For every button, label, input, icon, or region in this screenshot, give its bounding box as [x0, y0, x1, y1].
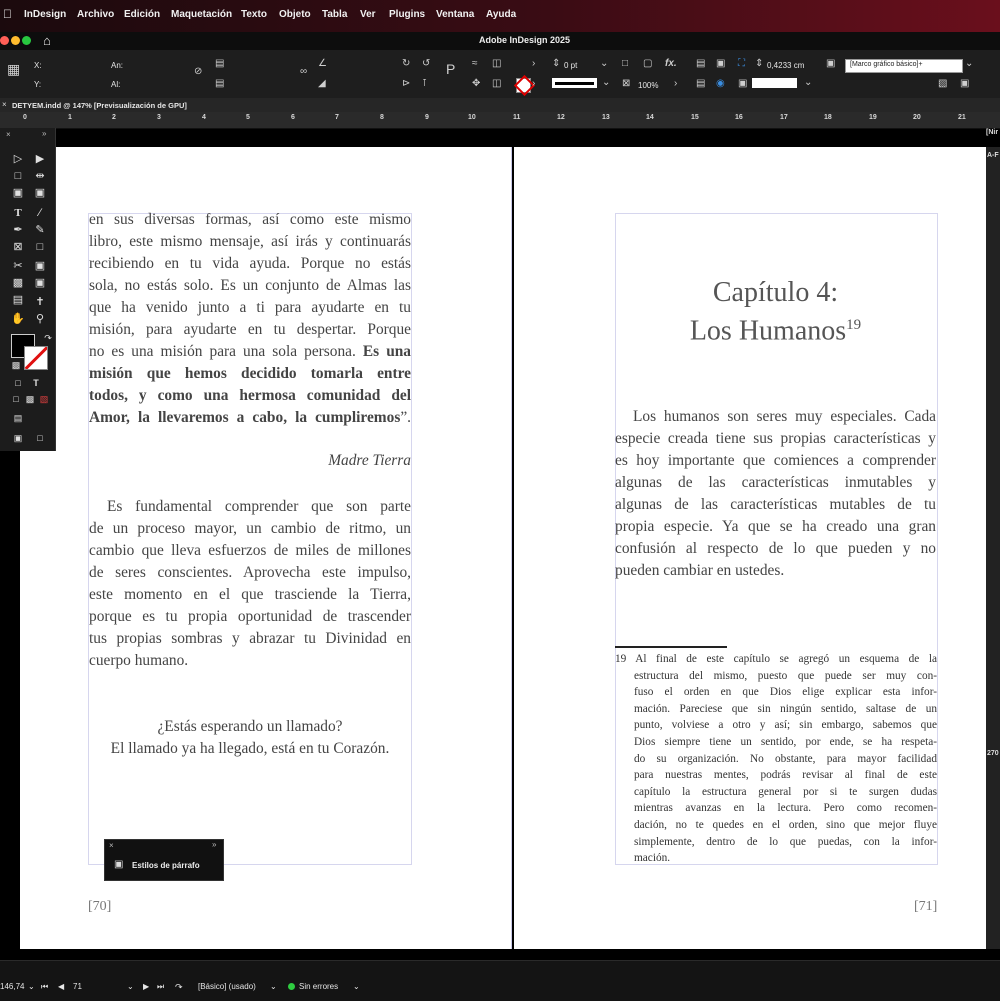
- text-line-bold: todos, y como una hermosa comunidad del: [89, 387, 411, 404]
- text-regular: no es una misión para una sola persona.: [89, 343, 363, 360]
- text-line: algunas de las características mutables de tu: [615, 496, 936, 513]
- close-panel-icon-2[interactable]: ×: [109, 841, 114, 850]
- menu-indesign[interactable]: InDesign: [24, 9, 67, 20]
- chapter-title-text: Los Humanos: [689, 315, 847, 347]
- chevron-right-icon-2[interactable]: ›: [532, 78, 536, 89]
- gradient-feather-tool-icon[interactable]: ▣: [34, 277, 46, 289]
- stroke-none-slash: [25, 346, 48, 370]
- left-paragraph-2[interactable]: [89, 496, 411, 672]
- frame-fitting-icon[interactable]: □: [622, 58, 629, 69]
- previous-page-icon[interactable]: ◀: [58, 982, 65, 991]
- scale-x-icon[interactable]: ▤: [215, 58, 225, 69]
- ruler-tick: 9: [425, 114, 429, 121]
- link-icon[interactable]: ∞: [300, 66, 308, 77]
- footnote-line: capítulo la estructura general por si te surgen dudas: [634, 785, 937, 798]
- master-page-value[interactable]: [Básico] (usado): [198, 982, 256, 991]
- height-label: Al:: [111, 80, 121, 89]
- preview-mode-icon[interactable]: □: [37, 433, 43, 443]
- rectangle-tool-icon[interactable]: □: [36, 241, 44, 253]
- status-bar: [0, 960, 1000, 1001]
- footnote-line: fuso el orden en que Dios elige explicar esta infor-: [634, 686, 937, 699]
- selection-tool-icon[interactable]: ▷: [13, 153, 23, 165]
- quick-apply-icon[interactable]: ▧: [938, 78, 948, 89]
- window-title-bar: [0, 32, 1000, 50]
- select-next-icon[interactable]: ◫: [492, 78, 502, 89]
- width-label: An:: [111, 61, 124, 70]
- opacity-icon[interactable]: ⊠: [622, 78, 631, 89]
- object-style-value: [Marco gráfico básico]+: [850, 61, 923, 68]
- text-bold: Es una: [362, 343, 412, 360]
- screen-mode-icon[interactable]: ▤: [13, 413, 23, 423]
- close-tab-icon[interactable]: ×: [2, 100, 7, 109]
- select-container-icon[interactable]: ≈: [472, 58, 478, 69]
- footnote-line: mientras avanzas en la lectura. Pero como recomen-: [634, 802, 937, 815]
- free-transform-tool-icon[interactable]: ▣: [34, 260, 46, 272]
- chevron-down-icon-4[interactable]: ⌄: [965, 58, 974, 69]
- chevron-down-icon-7[interactable]: ⌄: [270, 982, 277, 991]
- line-tool-icon[interactable]: ∕: [39, 207, 41, 219]
- centered-quote[interactable]: [89, 716, 411, 760]
- left-paragraph-1[interactable]: [89, 209, 411, 429]
- apply-none-icon[interactable]: ▧: [39, 394, 49, 404]
- chevron-down-icon-5[interactable]: ⌄: [28, 982, 35, 991]
- content-placer-icon[interactable]: ▣: [34, 187, 46, 199]
- shear-angle-icon[interactable]: ◢: [318, 78, 326, 89]
- rotate-ccw-icon[interactable]: ↺: [422, 58, 431, 69]
- content-collector-icon[interactable]: ▣: [12, 187, 24, 199]
- ruler-tick: 20: [913, 114, 921, 121]
- chevron-right-icon[interactable]: ›: [532, 58, 536, 69]
- default-colors-icon[interactable]: ▩: [11, 360, 21, 370]
- footnote-reference[interactable]: 19: [846, 317, 862, 333]
- window-title: Adobe InDesign 2025: [479, 35, 571, 45]
- expand-panel-icon[interactable]: »: [212, 840, 217, 849]
- stroke-type-preview: [555, 82, 594, 85]
- tools-panel: [0, 128, 56, 451]
- flip-vertical-icon[interactable]: ⊺: [422, 78, 428, 89]
- text-line: cuerpo humano.: [89, 652, 189, 669]
- ruler-tick: 16: [735, 114, 743, 121]
- text-line: confusión al respecto de lo que pueden y no: [615, 540, 936, 557]
- gradient-swatch-tool-icon[interactable]: ▩: [12, 277, 24, 289]
- menu-maquetacion[interactable]: Maquetación: [171, 9, 233, 20]
- text-line-bold: misión que hemos decidido tomarla entre: [89, 365, 411, 382]
- document-tab-title: DETYEM.indd @ 147% [Previsualización de GPU]: [12, 101, 187, 110]
- ruler-tick: 18: [824, 114, 832, 121]
- ruler-tick: 5: [246, 114, 250, 121]
- panel-menu-icon[interactable]: ▣: [960, 78, 970, 89]
- footnote-line: mación.: [634, 852, 671, 865]
- reference-point-icon[interactable]: ▦: [7, 61, 21, 77]
- formatting-text-icon[interactable]: T: [33, 378, 39, 388]
- ruler-tick: 21: [958, 114, 966, 121]
- chapter-title-line-2: [615, 309, 936, 347]
- right-paragraph-1[interactable]: [615, 406, 936, 582]
- text-line: de un proceso mayor, un cambio de ritmo, un: [89, 520, 411, 537]
- apply-gradient-icon[interactable]: ▩: [25, 394, 35, 404]
- wrap-around-icon[interactable]: ▣: [716, 58, 726, 69]
- text-line: cambio que lleva esfuerzos de miles de millones: [89, 542, 411, 559]
- apply-color-icon[interactable]: □: [13, 394, 19, 404]
- master-label-right: A-F: [987, 152, 999, 159]
- signature: Madre Tierra: [328, 452, 411, 469]
- next-page-icon[interactable]: ▶: [143, 982, 150, 991]
- ruler-tick: 6: [291, 114, 295, 121]
- y-label: Y:: [34, 80, 42, 89]
- text-bold: Amor, la llevaremos a cabo, la cumpliremos: [89, 409, 401, 426]
- control-panel: [0, 50, 1000, 99]
- chapter-title-line-1: Capítulo 4:: [712, 277, 839, 308]
- menu-archivo[interactable]: Archivo: [77, 9, 115, 20]
- ruler-tick: 15: [691, 114, 699, 121]
- ruler-tick: 8: [380, 114, 384, 121]
- object-style-dropdown[interactable]: [845, 59, 963, 73]
- text-line: libro, este mismo mensaje, así irás y continuarás: [89, 233, 411, 250]
- ruler-tick: 11: [513, 114, 521, 121]
- menu-texto[interactable]: Texto: [241, 9, 267, 20]
- stroke-weight-stepper-icon[interactable]: ⇕: [552, 58, 561, 69]
- zoom-value[interactable]: 146,74: [0, 982, 25, 991]
- close-window-button[interactable]: [0, 36, 9, 45]
- text-frame-icon[interactable]: P: [446, 61, 456, 77]
- chevron-down-icon-6[interactable]: ⌄: [127, 982, 134, 991]
- page-number-right: [71]: [914, 899, 938, 914]
- constrain-proportions-icon[interactable]: ⊘: [194, 66, 203, 77]
- menu-edicion[interactable]: Edición: [124, 9, 161, 20]
- close-panel-icon[interactable]: ×: [6, 130, 11, 139]
- text-line: El llamado ya ha llegado, está en tu Corazón.: [110, 740, 390, 757]
- direct-selection-tool-icon[interactable]: ▶: [35, 153, 45, 165]
- gutter-value[interactable]: 0,4233 cm: [767, 61, 805, 70]
- chevron-down-icon-8[interactable]: ⌄: [353, 982, 360, 991]
- corner-options-icon[interactable]: ▢: [643, 58, 653, 69]
- text-line: propia especie. Ya que se ha creado una gran: [615, 518, 936, 535]
- preflight-status-icon: [288, 983, 295, 990]
- paragraph-styles-panel[interactable]: [104, 839, 224, 881]
- opacity-value[interactable]: 100%: [638, 81, 659, 90]
- menu-plugins[interactable]: Plugins: [389, 9, 426, 20]
- ruler-tick: 4: [202, 114, 206, 121]
- hand-tool-icon[interactable]: ✋: [11, 313, 25, 325]
- stroke-preview-field[interactable]: [752, 78, 797, 88]
- first-page-icon[interactable]: ⏮: [41, 982, 49, 991]
- home-icon[interactable]: ⌂: [43, 33, 51, 48]
- rectangle-frame-tool-icon[interactable]: ⊠: [13, 241, 23, 253]
- ruler-tick: 13: [602, 114, 610, 121]
- select-content-icon[interactable]: ✥: [472, 78, 481, 89]
- master-icon: ↷: [175, 982, 183, 992]
- paragraph-styles-icon: ▣: [114, 859, 124, 870]
- minimize-window-button[interactable]: [11, 36, 20, 45]
- last-page-icon[interactable]: ⏭: [157, 982, 165, 991]
- note-tool-icon[interactable]: ▤: [12, 294, 24, 306]
- text-line: que ha venido junto a ti para ayudarte en tu: [89, 299, 411, 316]
- footnote-line: Dios siempre tiene un sentido, por ende, se ha respeta-: [634, 735, 937, 748]
- normal-view-icon[interactable]: ▣: [13, 433, 23, 443]
- ruler-tick: 7: [335, 114, 339, 121]
- spine-line: [511, 147, 512, 949]
- object-style-icon[interactable]: ▣: [826, 58, 836, 69]
- text-line: este momento en el que trasciende la Tierra,: [89, 586, 411, 603]
- footnote-line: 19 Al final de este capítulo se agregó un esquema de la: [615, 653, 937, 665]
- text-line: algunas de las características inmutables y: [615, 474, 936, 491]
- text-line: especie creada tiene sus propias características y: [615, 430, 936, 447]
- align-icon[interactable]: ▤: [696, 78, 706, 89]
- footnote-separator: [615, 646, 727, 648]
- select-previous-icon[interactable]: ◫: [492, 58, 502, 69]
- flip-horizontal-icon[interactable]: ⊳: [402, 78, 411, 89]
- menu-ver[interactable]: Ver: [360, 9, 376, 20]
- text-line: ¿Estás esperando un llamado?: [157, 718, 343, 735]
- text-line: porque es tu propia oportunidad de trascender: [89, 608, 411, 625]
- preflight-status[interactable]: Sin errores: [299, 982, 339, 991]
- ruler-tick: 2: [112, 114, 116, 121]
- gutter-stepper-icon[interactable]: ⇕: [755, 58, 764, 69]
- footnote-line: dación, no te quedes en el orden, sino que mejor fluye: [634, 818, 937, 831]
- collapse-panel-icon[interactable]: »: [42, 129, 47, 138]
- text-line: [89, 407, 411, 429]
- footnote-line: estructura del mismo, puesto que puede ser muy con-: [634, 669, 937, 682]
- text-line: [89, 341, 411, 363]
- rotate-angle-icon[interactable]: ∠: [318, 58, 327, 69]
- ruler-tick: 19: [869, 114, 877, 121]
- text-line: sola, no estás solo. Es un conjunto de Almas las: [89, 277, 411, 294]
- horizontal-ruler[interactable]: [0, 112, 1000, 129]
- x-label: X:: [34, 61, 42, 70]
- zoom-tool-icon[interactable]: ⚲: [35, 313, 45, 325]
- chevron-down-icon-2[interactable]: ⌄: [602, 77, 611, 88]
- gap-tool-icon[interactable]: ⇹: [35, 170, 45, 182]
- paragraph-styles-title: Estilos de párrafo: [132, 861, 200, 870]
- pen-tool-icon[interactable]: ✒: [13, 224, 23, 236]
- footnote[interactable]: [615, 651, 937, 867]
- effects-icon[interactable]: fx.: [665, 58, 677, 69]
- eyedropper-tool-icon[interactable]: ✝: [35, 296, 45, 308]
- zoom-window-button[interactable]: [22, 36, 31, 45]
- ruler-tick: 0: [23, 114, 27, 121]
- stroke-weight-value[interactable]: 0 pt: [564, 61, 578, 70]
- chevron-down-icon-3[interactable]: ⌄: [804, 77, 813, 88]
- rotate-cw-icon[interactable]: ↻: [402, 58, 411, 69]
- ruler-tick: 10: [468, 114, 476, 121]
- text-line: de seres conscientes. Aprovecha este impulso,: [89, 564, 411, 581]
- menu-bar: [0, 0, 1000, 32]
- auto-fit-icon[interactable]: ⛶: [738, 58, 745, 69]
- right-panel-strip: [986, 147, 1000, 949]
- text-line: en sus diversas formas, así como este mismo: [89, 211, 411, 228]
- chevron-down-icon[interactable]: ⌄: [600, 58, 609, 69]
- stroke-color-swatch[interactable]: [24, 346, 48, 370]
- ruler-tick: 1: [68, 114, 72, 121]
- footnote-line: simplemente, dentro de lo que puedas, con la infor-: [634, 835, 937, 848]
- document-tab[interactable]: [0, 98, 1000, 112]
- page-number-left: [70]: [88, 899, 112, 914]
- scale-y-icon[interactable]: ▤: [215, 78, 225, 89]
- ruler-tick: 17: [780, 114, 788, 121]
- chevron-right-icon-3[interactable]: ›: [674, 78, 678, 89]
- text-line: pueden cambiar en ustedes.: [615, 562, 785, 579]
- text-line: Es fundamental comprender que son parte: [107, 498, 411, 515]
- pencil-tool-icon[interactable]: ✎: [35, 224, 45, 236]
- ruler-tick: 12: [557, 114, 565, 121]
- menu-ayuda[interactable]: Ayuda: [486, 9, 517, 20]
- swap-colors-icon[interactable]: ↷: [44, 333, 52, 343]
- footnote-line: mación. Pareciese que sin ningún sentido, saltase de un: [634, 702, 937, 715]
- menu-ventana[interactable]: Ventana: [436, 9, 475, 20]
- fit-frame-icon[interactable]: ▣: [738, 78, 748, 89]
- text-wrap-icon[interactable]: ▤: [696, 58, 706, 69]
- type-tool-icon[interactable]: T: [14, 207, 22, 219]
- scissors-tool-icon[interactable]: ✂: [13, 260, 23, 272]
- page-number-field[interactable]: 71: [73, 982, 82, 991]
- page-tool-icon[interactable]: □: [14, 170, 22, 182]
- apple-icon[interactable]: [3, 7, 12, 21]
- text-line: Los humanos son seres muy especiales. Cada: [633, 408, 936, 425]
- ruler-tick: 14: [646, 114, 654, 121]
- menu-objeto[interactable]: Objeto: [279, 9, 311, 20]
- formatting-container-icon[interactable]: □: [15, 378, 21, 388]
- footnote-line: para nuestras mentes, podrás revisar al final de este: [634, 769, 937, 782]
- text-line: es hoy importante que comiences a comprender: [615, 452, 936, 469]
- ruler-tick: 3: [157, 114, 161, 121]
- footnote-line: punto, volviese a otro y así; sin embargo, sabemos que: [634, 719, 937, 732]
- right-edge-value: 270: [987, 750, 999, 757]
- text-line: misión, para ayudarte en tu despertar. Porque: [89, 321, 411, 338]
- menu-tabla[interactable]: Tabla: [322, 9, 348, 20]
- chapter-title[interactable]: [615, 276, 936, 347]
- footnote-line: do su organización. No obstante, para mayor facilidad: [634, 752, 937, 765]
- text-regular: ”.: [400, 409, 411, 426]
- text-line: recibiendo en tu vida ayuda. Porque no estás: [89, 255, 411, 272]
- content-fit-icon[interactable]: ◉: [716, 78, 725, 89]
- text-line: tus propias sombras y abrazar tu Divinidad en: [89, 630, 411, 647]
- page-label-right: [Nir: [986, 129, 999, 136]
